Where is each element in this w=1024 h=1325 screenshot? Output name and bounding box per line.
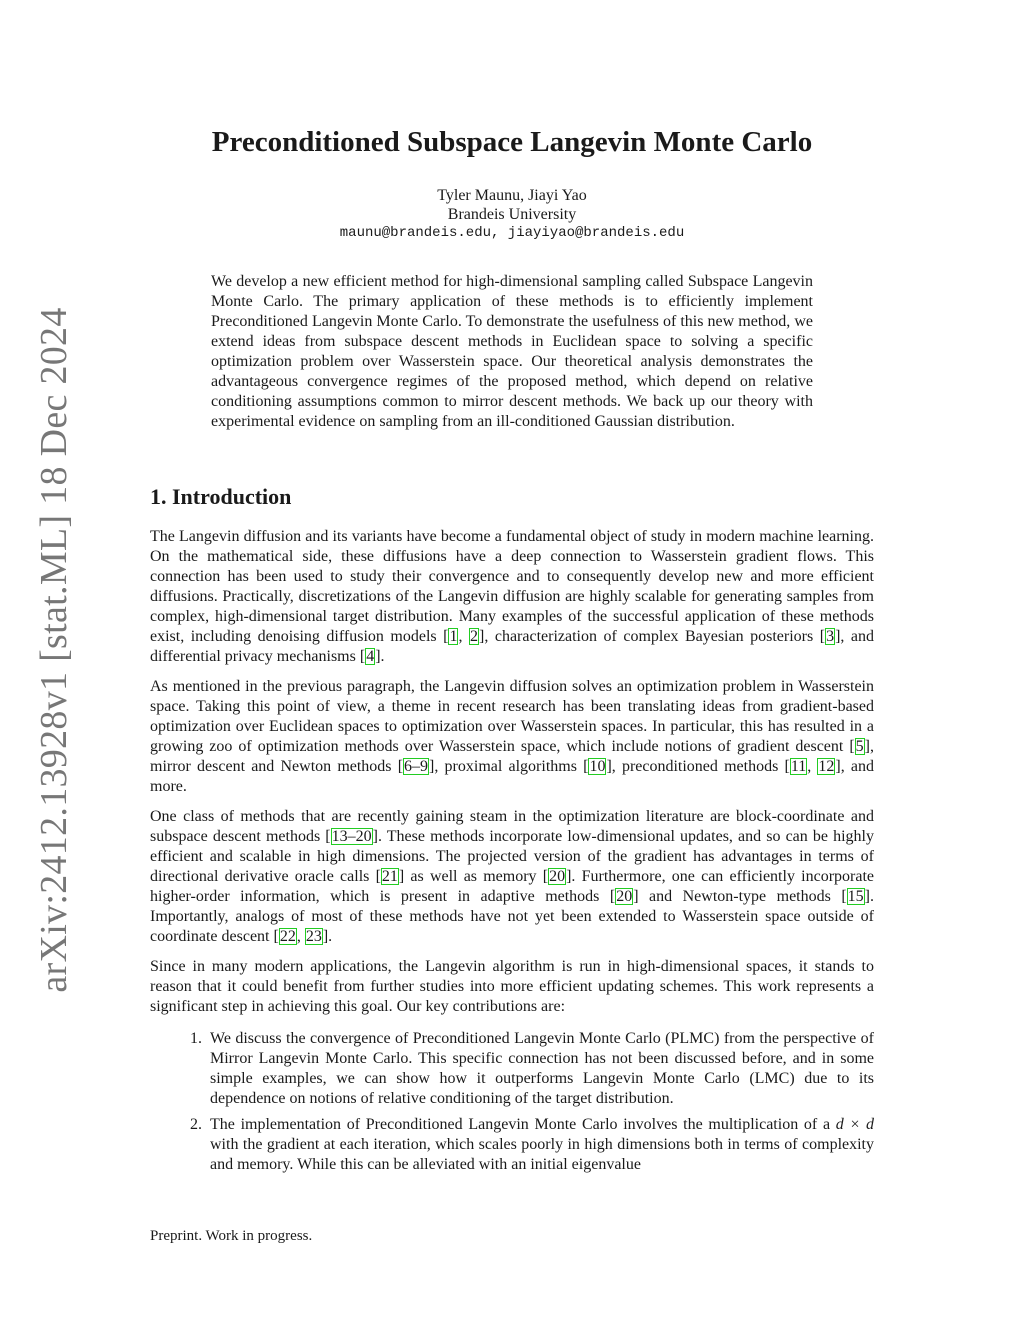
text-run: ], and more. [150, 758, 875, 795]
text-run: ], mirror descent and Newton methods [ [150, 738, 874, 775]
arxiv-stamp-text: arXiv:2412.13928v1 [stat.ML] 18 Dec 2024 [33, 307, 75, 993]
author-affiliation: Brandeis University [447, 206, 577, 223]
author-block [150, 186, 874, 243]
author-names: Tyler Maunu, Jiayi Yao [437, 187, 587, 204]
paragraph-3 [150, 807, 874, 947]
text-run: ]. These methods incorporate low-dimensional updates, and so can be highly efficient and scalable in high dimensions. The projected version of the gradient has advantages in terms of directional derivative oracle calls [ [150, 828, 875, 885]
citation-link[interactable]: 10 [589, 758, 606, 775]
list-item-text: The implementation of Preconditioned Langevin Monte Carlo involves the multiplication of a [210, 1116, 836, 1133]
text-run: The Langevin diffusion and its variants have become a fundamental object of study in modern machine learning. On the mathematical side, these diffusions have a deep connection to Wasserstein gradient flows. This connection has been used to study their convergence and to consequently develop new and more efficient diffusions. Practically, discretizations of the Langevin diffusion are highly scalable for generating samples from complex, high-dimensional target distribution. Many examples of the successful application of these methods exist, including denoising diffusion models [ [150, 528, 874, 645]
paragraph-4: Since in many modern applications, the Langevin algorithm is run in high-dimensional spaces, it stands to reason that it could benefit from further studies into more efficient updating schemes. This work represents a significant step in achieving this goal. Our key contributions are: [150, 958, 874, 1015]
text-run: ] and Newton-type methods [ [633, 888, 847, 905]
citation-link[interactable]: 11 [790, 758, 807, 775]
list-item-text: with the gradient at each iteration, which scales poorly in high dimensions both in terms of complexity and memory. While this can be alleviated with an initial eigenvalue [210, 1136, 874, 1173]
text-run: ], characterization of complex Bayesian posteriors [ [479, 628, 826, 645]
math-expression: d × d [835, 1116, 875, 1133]
list-item-number: 1. [190, 1030, 202, 1047]
citation-link[interactable]: 20 [549, 868, 566, 885]
citation-link[interactable]: 15 [847, 888, 864, 905]
list-item-number: 2. [190, 1116, 202, 1133]
text-run: ], preconditioned methods [ [606, 758, 790, 775]
text-run: ]. Furthermore, one can efficiently incorporate higher-order information, which is present in adaptive methods [ [150, 868, 875, 905]
text-run: , [296, 928, 305, 945]
introduction-body [150, 527, 874, 1181]
text-run: ]. [322, 928, 333, 945]
citation-link[interactable]: 4 [366, 648, 375, 665]
text-run: As mentioned in the previous paragraph, the Langevin diffusion solves an optimization problem in Wasserstein space. Taking this point of view, a theme in recent research has been translating ideas from gradient-based optimization over Euclidean spaces to optimization over Wasserstein spaces. In particular, this has resulted in a growing zoo of optimization methods over Wasserstein space, which include notions of gradient descent [ [150, 678, 874, 755]
citation-link[interactable]: 3 [826, 628, 835, 645]
abstract: We develop a new efficient method for high-dimensional sampling called Subspace Langevin Monte Carlo. The primary application of these methods is to efficiently implement Preconditioned Langevin Monte Carlo. To demonstrate the usefulness of this new method, we extend ideas from subspace descent methods in Euclidean space to solving a specific optimization problem over Wasserstein space. Our theoretical analysis demonstrates the advantageous convergence regimes of the proposed method, which depend on relative conditioning assumptions common to mirror descent methods. We back up our theory with experimental evidence on sampling from an ill-conditioned Gaussian distribution. [211, 273, 813, 430]
list-item-text: We discuss the convergence of Preconditioned Langevin Monte Carlo (PLMC) from the perspective of Mirror Langevin Monte Carlo. This specific connection has not been discussed before, and in some simple examples, we can show how it outperforms Langevin Monte Carlo (LMC) due to its dependence on notions of relative conditioning of the target distribution. [210, 1030, 874, 1107]
text-run: ]. [375, 648, 385, 665]
text-run: , [458, 628, 469, 645]
paper-title: Preconditioned Subspace Langevin Monte Carlo [211, 126, 813, 158]
citation-link[interactable]: 5 [855, 738, 864, 755]
citation-link[interactable]: 22 [279, 928, 296, 945]
citation-link[interactable]: 2 [470, 628, 478, 645]
author-emails: maunu@brandeis.edu, jiayiyao@brandeis.edu [339, 225, 685, 241]
text-run: ] as well as memory [ [398, 868, 549, 885]
text-run: ], and differential privacy mechanisms [ [150, 628, 875, 665]
section-heading-introduction: 1. Introduction [150, 484, 292, 509]
text-run: One class of methods that are recently gaining steam in the optimization literature are block-coordinate and subspace descent methods [ [150, 808, 874, 845]
footer-note: Preprint. Work in progress. [150, 1228, 313, 1244]
text-run: ], proximal algorithms [ [429, 758, 589, 775]
list-item [150, 1115, 874, 1175]
citation-link[interactable]: 13–20 [331, 828, 372, 845]
paragraph-1 [150, 527, 874, 667]
citation-link[interactable]: 21 [381, 868, 398, 885]
list-item [150, 1029, 874, 1109]
paragraph-2 [150, 677, 874, 797]
citation-link[interactable]: 20 [616, 888, 633, 905]
citation-link[interactable]: 6–9 [404, 758, 429, 775]
citation-link[interactable]: 1 [449, 628, 458, 645]
citation-link[interactable]: 12 [818, 758, 835, 775]
contributions-list [150, 1029, 874, 1175]
text-run: , [807, 758, 818, 775]
citation-link[interactable]: 23 [305, 928, 322, 945]
text-run: ]. Importantly, analogs of most of these methods have not yet been extended to Wasserstein space outside of coordinate descent [ [150, 888, 874, 945]
